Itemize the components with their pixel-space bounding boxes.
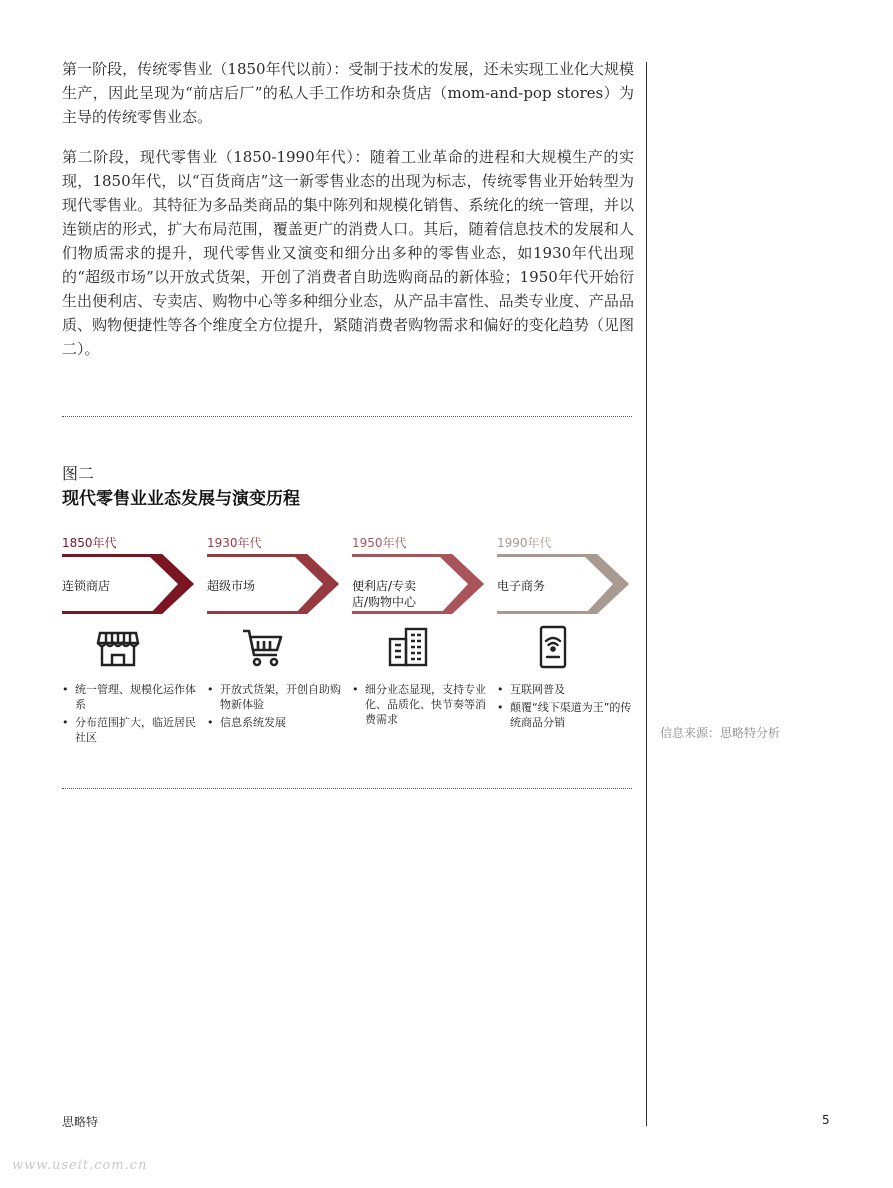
source-note: 信息来源：思略特分析 — [660, 726, 781, 740]
stage-name: 超级市场 — [207, 579, 256, 593]
timeline-stage-1930 — [207, 532, 357, 762]
figure-title: 现代零售业业态发展与演变历程 — [62, 489, 300, 509]
buildings-icon — [386, 625, 430, 669]
stage-name: 便利店/专卖店/购物中心 — [352, 579, 417, 609]
stage-year: 1930年代 — [207, 536, 262, 550]
bullet-item: • 分布范围扩大，临近居民社区 — [62, 715, 202, 745]
bullet-item: • 颠覆“线下渠道为王”的传统商品分销 — [497, 700, 637, 730]
body-paragraph-1: 第一阶段，传统零售业（1850年代以前）：受制于技术的发展，还未实现工业化大规模生产，因此呈现为“前店后厂”的私人手工作坊和杂货店（mom-and-pop stores）为主导的传统零售业态。 — [62, 60, 634, 126]
timeline-stage-1950 — [352, 532, 502, 762]
shopping-cart-icon — [241, 625, 285, 669]
body-paragraph-2: 第二阶段，现代零售业（1850-1990年代）：随着工业革命的进程和大规模生产的实现，1850年代，以“百货商店”这一新零售业态的出现为标志，传统零售业开始转型为现代零售业。其特征为多品类商品的集中陈列和规模化销售、系统化的统一管理，并以连锁店的形式，扩大布局范围，覆盖更广的消费人口。其后，随着信息技术的发展和人们物质需求的提升，现代零售业又演变和细分出多种的零售业态，如1930年代出现的“超级市场”以开放式货架，开创了消费者自助选购商品的新体验；1950年代开始衍生出便利店、专卖店、购物中心等多种细分业态，从产品丰富性、品类专业度、产品品质、购物便捷性等各个维度全方位提升，紧随消费者购物需求和偏好的变化趋势（见图二）。 — [62, 148, 634, 358]
storefront-icon — [96, 625, 140, 669]
stage-year: 1990年代 — [497, 536, 552, 550]
dotted-divider-top — [62, 416, 632, 417]
bullet-item: • 互联网普及 — [497, 682, 637, 697]
stage-bullets — [62, 682, 202, 748]
footer-brand: 思略特 — [62, 1115, 99, 1129]
bullet-item: • 开放式货架，开创自助购物新体验 — [207, 682, 347, 712]
bullet-item: • 统一管理、规模化运作体系 — [62, 682, 202, 712]
figure-label: 图二 — [62, 464, 95, 483]
dotted-divider-bottom — [62, 788, 632, 789]
bullet-item: • 细分业态显现，支持专业化、品质化、快节奏等消费需求 — [352, 682, 492, 727]
page-number: 5 — [822, 1113, 830, 1127]
stage-year: 1850年代 — [62, 536, 117, 550]
stage-year: 1950年代 — [352, 536, 407, 550]
stage-bullets — [207, 682, 347, 733]
stage-name: 电子商务 — [497, 579, 546, 593]
timeline-stage-1850 — [62, 532, 212, 762]
stage-name: 连锁商店 — [62, 579, 111, 593]
timeline-stage-1990 — [497, 532, 647, 762]
stage-bullets — [352, 682, 492, 730]
watermark: www.useit.com.cn — [12, 1158, 148, 1173]
mobile-wifi-icon — [531, 625, 575, 669]
bullet-item: • 信息系统发展 — [207, 715, 347, 730]
stage-bullets — [497, 682, 637, 733]
